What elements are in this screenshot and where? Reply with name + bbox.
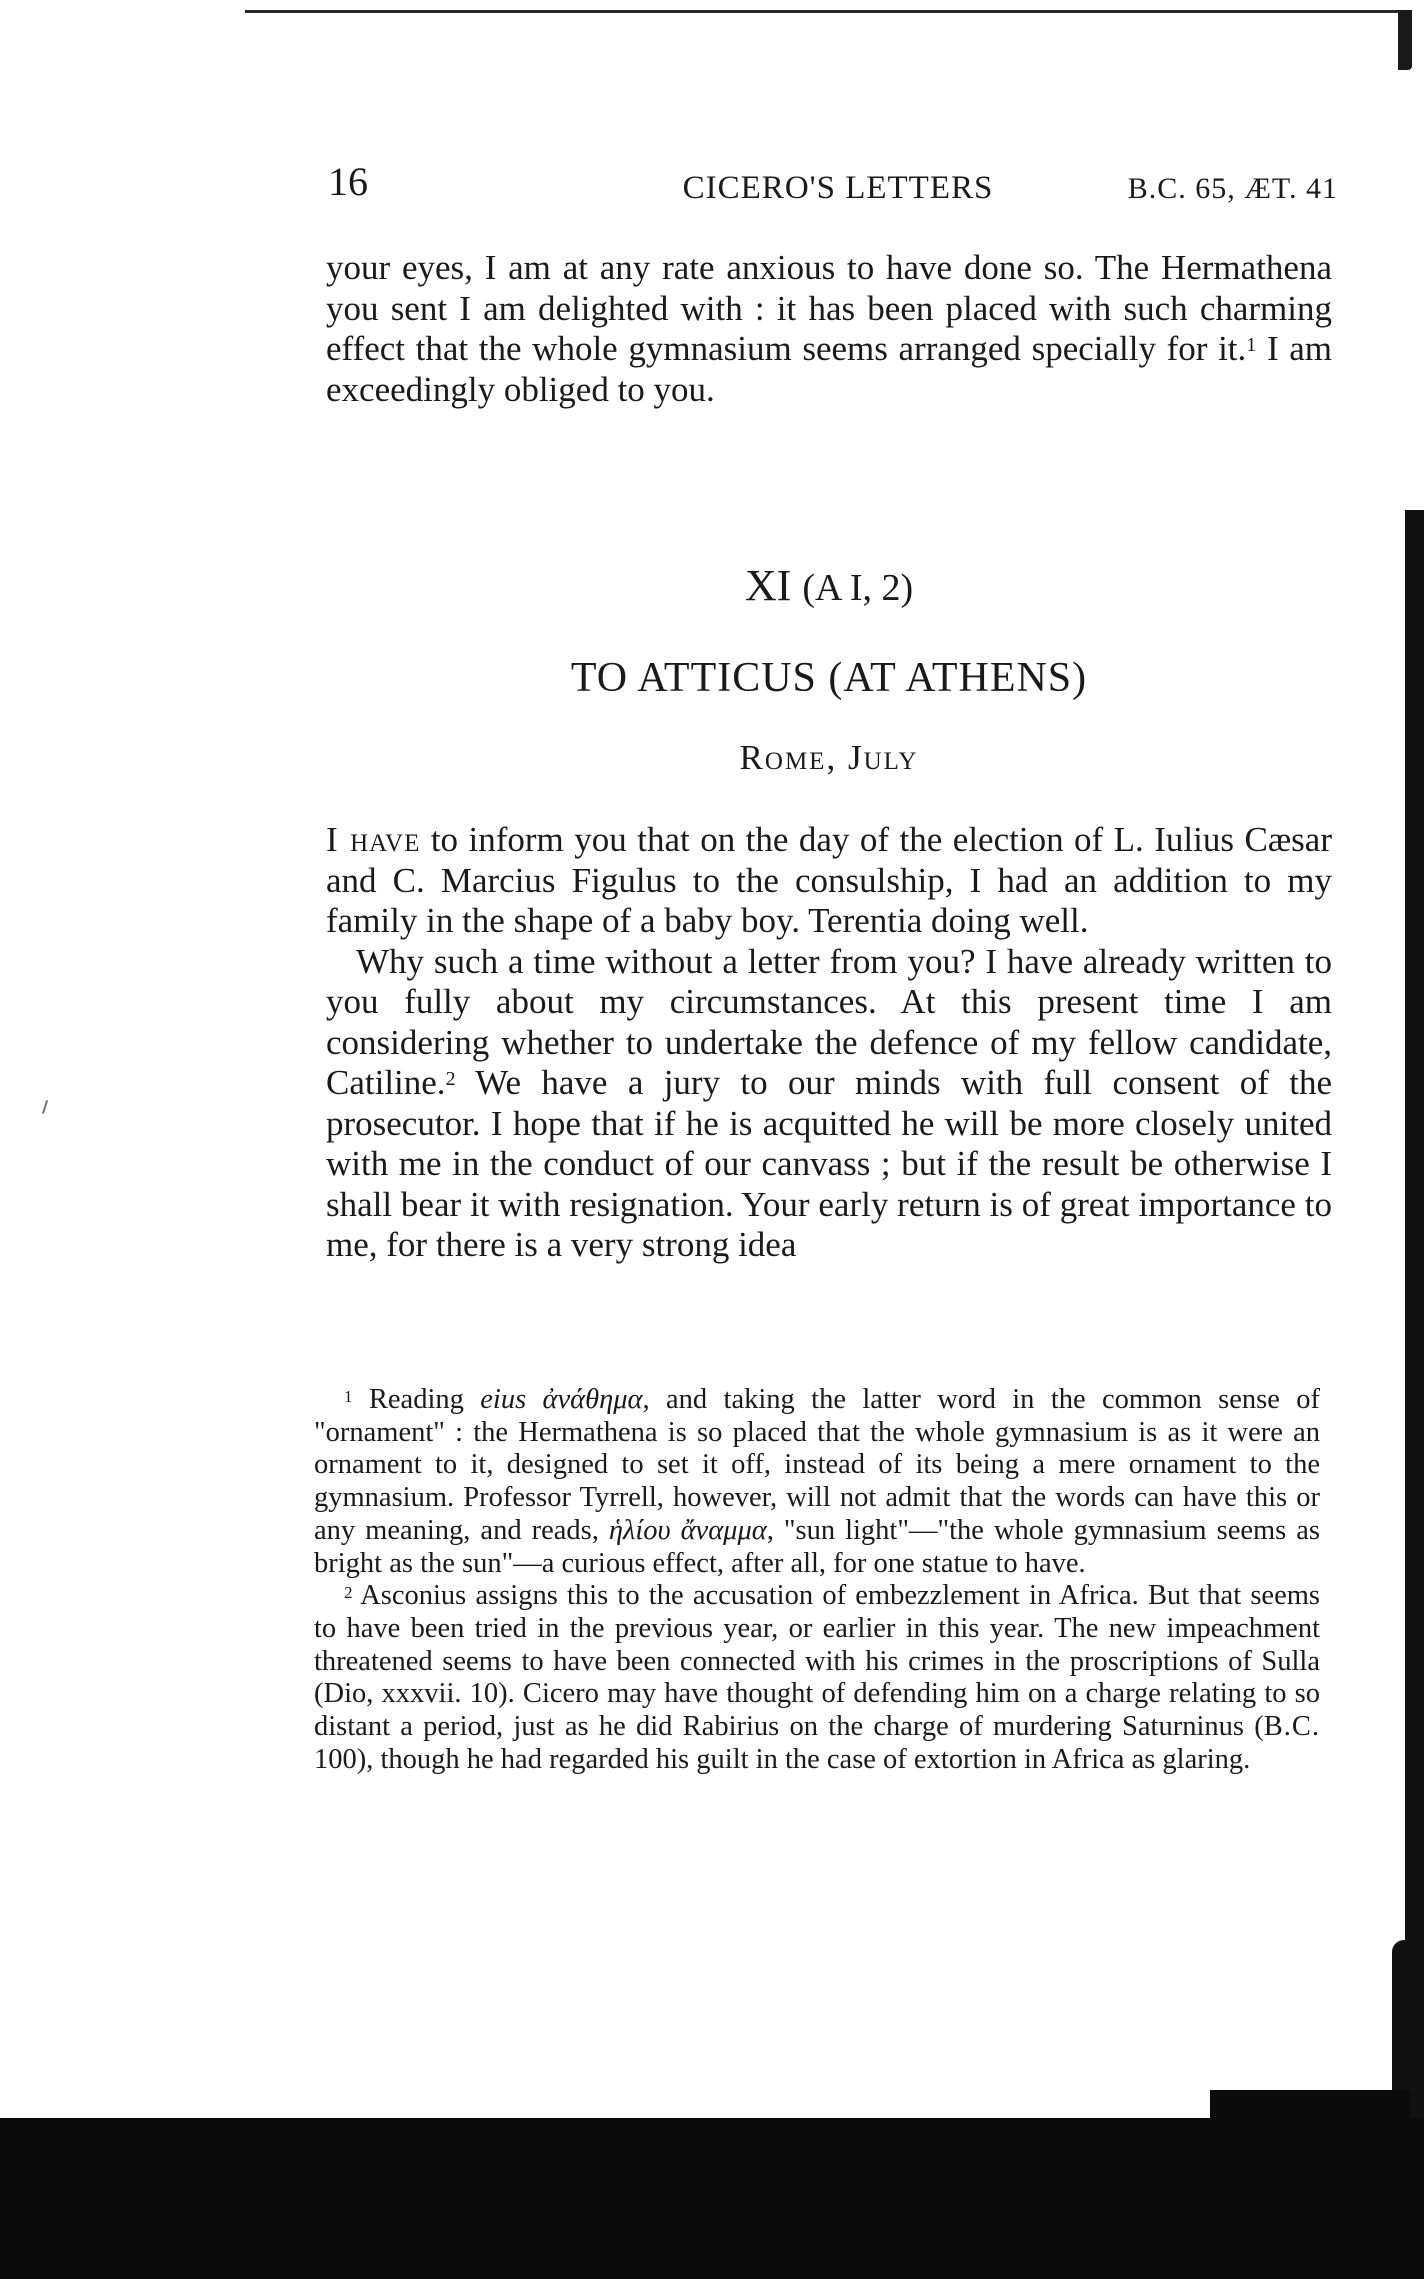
- footnote-2: [314, 1580, 1320, 1776]
- footnote-2-lead: Asconius assigns this to the accusation of embezzlement in Africa. But that seems to have been tried in the previous year, or earlier in this year. The new impeachment threatened seems to have been connected with his crimes in the proscriptions of Sulla (Dio, xxxvii. 10). Cicero may have thought of defending him on a charge relating to so distant a period, just as he did Rabirius on the charge of murdering Saturninus (: [314, 1580, 1320, 1743]
- date-reference: B.C. 65, ÆT. 41: [1127, 172, 1338, 205]
- footnote-ref-1[interactable]: 1: [1246, 334, 1257, 356]
- footnote-2-tail: 100), though he had regarded his guilt in the case of extortion in Africa as glaring.: [314, 1743, 1251, 1775]
- footnotes: [314, 1384, 1320, 1776]
- footnote-1: [314, 1384, 1320, 1580]
- top-edge-rule: [245, 10, 1405, 13]
- continuation-paragraph: [326, 248, 1332, 410]
- top-corner-hook: [1398, 10, 1412, 70]
- letter-place-date: Rome, July: [739, 738, 919, 777]
- footnote-ref-2[interactable]: 2: [445, 1068, 456, 1090]
- footnote-1-body: , and taking the latter word in the common sense of "ornament" : the Hermathena is so placed that the whole gymnasium is as it were an ornament to it, designed to set it off, instead of its being a mere ornament to the gymnasium. Professor Tyrrell, however, will not admit that the words can have this or any meaning, and reads,: [314, 1384, 1320, 1546]
- letter-reference: (A I, 2): [802, 567, 914, 609]
- page-number: 16: [328, 159, 368, 204]
- letter-addressee: TO ATTICUS (AT ATHENS): [570, 655, 1088, 701]
- paragraph-2-text: Why such a time without a letter from you? I have already written to you fully about my circumstances. At this present time I am considering whether to undertake the defence of my fellow candidate, Catiline.: [326, 941, 1332, 1102]
- running-title: CICERO'S LETTERS: [682, 170, 994, 206]
- footnote-1-tail: , "sun light"—"the whole gymnasium seems as bright as the sun"—a curious effect, after all, for one statue to have.: [314, 1514, 1320, 1579]
- footnote-1-greek: eius ἀνάθημα: [480, 1384, 643, 1415]
- paragraph-1-text: to inform you that on the day of the election of L. Iulius Cæsar and C. Marcius Figulus to the consulship, I had an addition to my family in the shape of a baby boy. Terentia doing well.: [326, 820, 1332, 940]
- margin-mark: [42, 1100, 48, 1114]
- running-header: [328, 158, 1338, 208]
- footnote-marker-1: 1: [344, 1387, 353, 1406]
- continuation-text-end: I am exceedingly obliged to you.: [326, 329, 1333, 409]
- paragraph-2-text-end: We have a jury to our minds with full consent of the prosecutor. I hope that if he is acquitted he will be more closely united with me in the conduct of our canvass ; but if the result be otherwise I shall bear it with resignation. Your early return is of great importance to me, for there is a very strong idea: [326, 1063, 1332, 1264]
- continuation-text: your eyes, I am at any rate anxious to have done so. The Hermathena you sent I am delighted with : it has been placed with such charming effect that the whole gymnasium seems arranged specially for it.: [326, 248, 1332, 368]
- letter-paragraph-2: [326, 942, 1332, 1266]
- page-right-edge-shadow: [1405, 510, 1424, 2170]
- footnote-marker-2: 2: [344, 1583, 353, 1603]
- bottom-scan-shadow: [0, 2118, 1424, 2279]
- footnote-1-greek-2: ἡλίου ἄναμμα: [608, 1514, 767, 1546]
- letter-number: XI: [744, 561, 792, 610]
- footnote-1-lead: Reading: [352, 1384, 481, 1415]
- footnote-2-smallcaps: B.C.: [1263, 1711, 1320, 1743]
- letter-paragraph-1: [326, 820, 1332, 942]
- page-right-edge-notch: [1392, 1940, 1412, 2110]
- letter-heading: [326, 560, 1332, 611]
- letter-body: [326, 820, 1332, 1266]
- paragraph-initial: I have: [326, 820, 421, 859]
